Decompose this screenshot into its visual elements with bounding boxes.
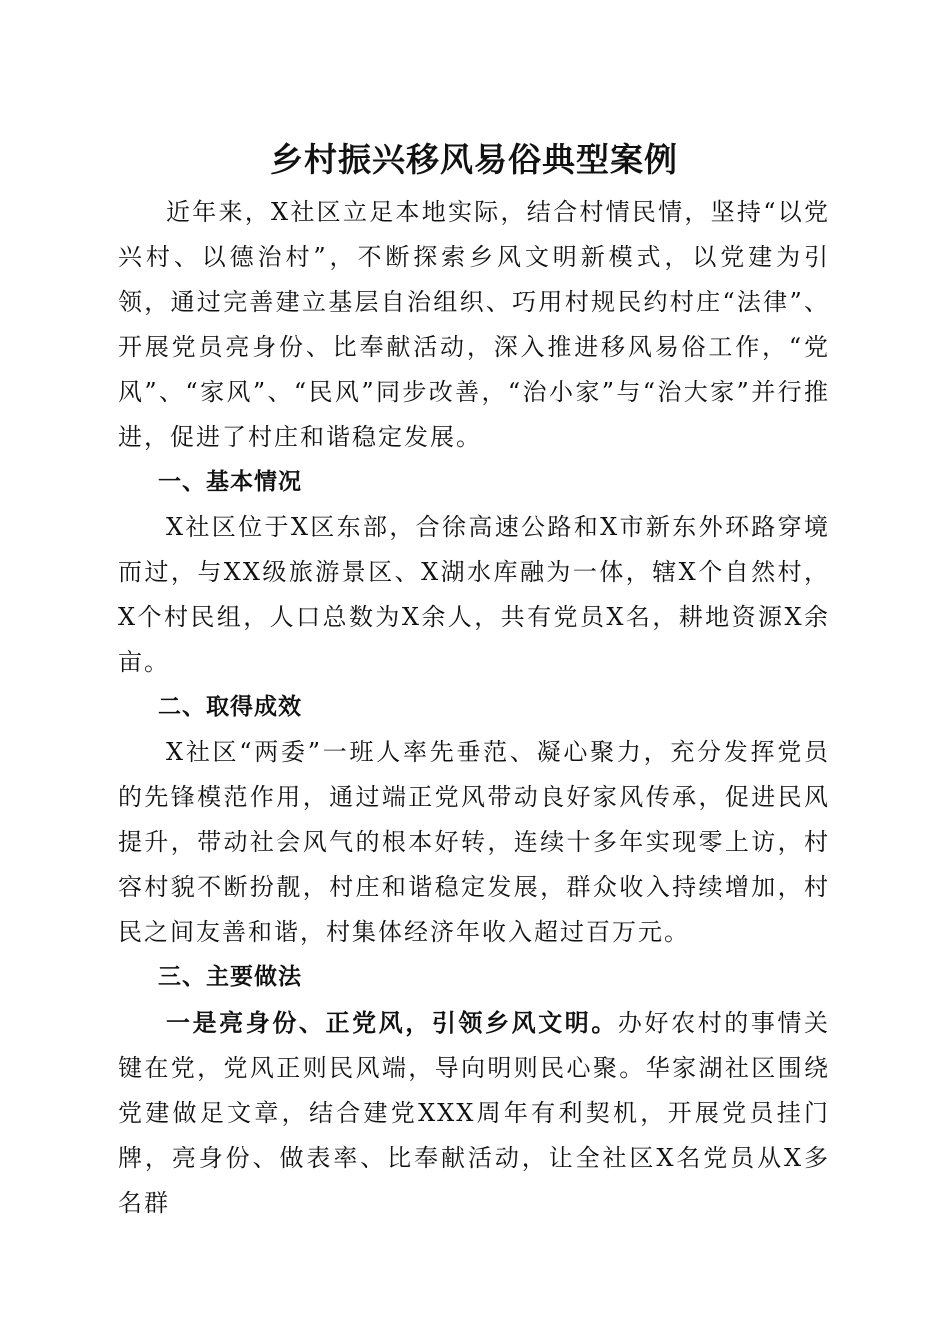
intro-paragraph: 近年来，X社区立足本地实际，结合村情民情，坚持“以党兴村、以德治村”，不断探索乡风文明新模式，以党建为引领，通过完善建立基层自治组织、巧用村规民约村庄“法律”、开展党员亮身份、比奉献活动，深入推进移风易俗工作，“党风”、“家风”、“民风”同步改善，“治小家”与“治大家”并行推进，促进了村庄和谐稳定发展。: [118, 198, 830, 451]
practice-body-text: 办好农村的事情关键在党，党风正则民风端，导向明则民心聚。华家湖社区围绕党建做足文章，结合建党XXX周年有利契机，开展党员挂门牌，亮身份、做表率、比奉献活动，让全社区X名党员从X多名群: [118, 1009, 831, 1217]
section-body-achievements: X社区“两委”一班人率先垂范、凝心聚力，充分发挥党员的先锋模范作用，通过端正党风带动良好家风传承，促进民风提升，带动社会风气的根本好转，连续十多年实现零上访，村容村貌不断扮靓，村庄和谐稳定发展，群众收入持续增加，村民之间友善和谐，村集体经济年收入超过百万元。: [118, 738, 830, 946]
practice-lead-sentence: 一是亮身份、正党风，引领乡风文明。: [166, 1008, 618, 1037]
section-heading-achievements: 二、取得成效: [158, 694, 302, 720]
document-body: [118, 132, 830, 1226]
section-heading-basic-info: 一、基本情况: [158, 469, 302, 495]
section-body-main-practices: [118, 1000, 830, 1226]
document-title: 乡村振兴移风易俗典型案例: [270, 140, 678, 179]
section-heading-main-practices: 三、主要做法: [158, 964, 302, 990]
section-body-basic-info: X社区位于X区东部，合徐高速公路和X市新东外环路穿境而过，与XX级旅游景区、X湖水库融为一体，辖X个自然村，X个村民组，人口总数为X余人，共有党员X名，耕地资源X余亩。: [118, 513, 830, 676]
